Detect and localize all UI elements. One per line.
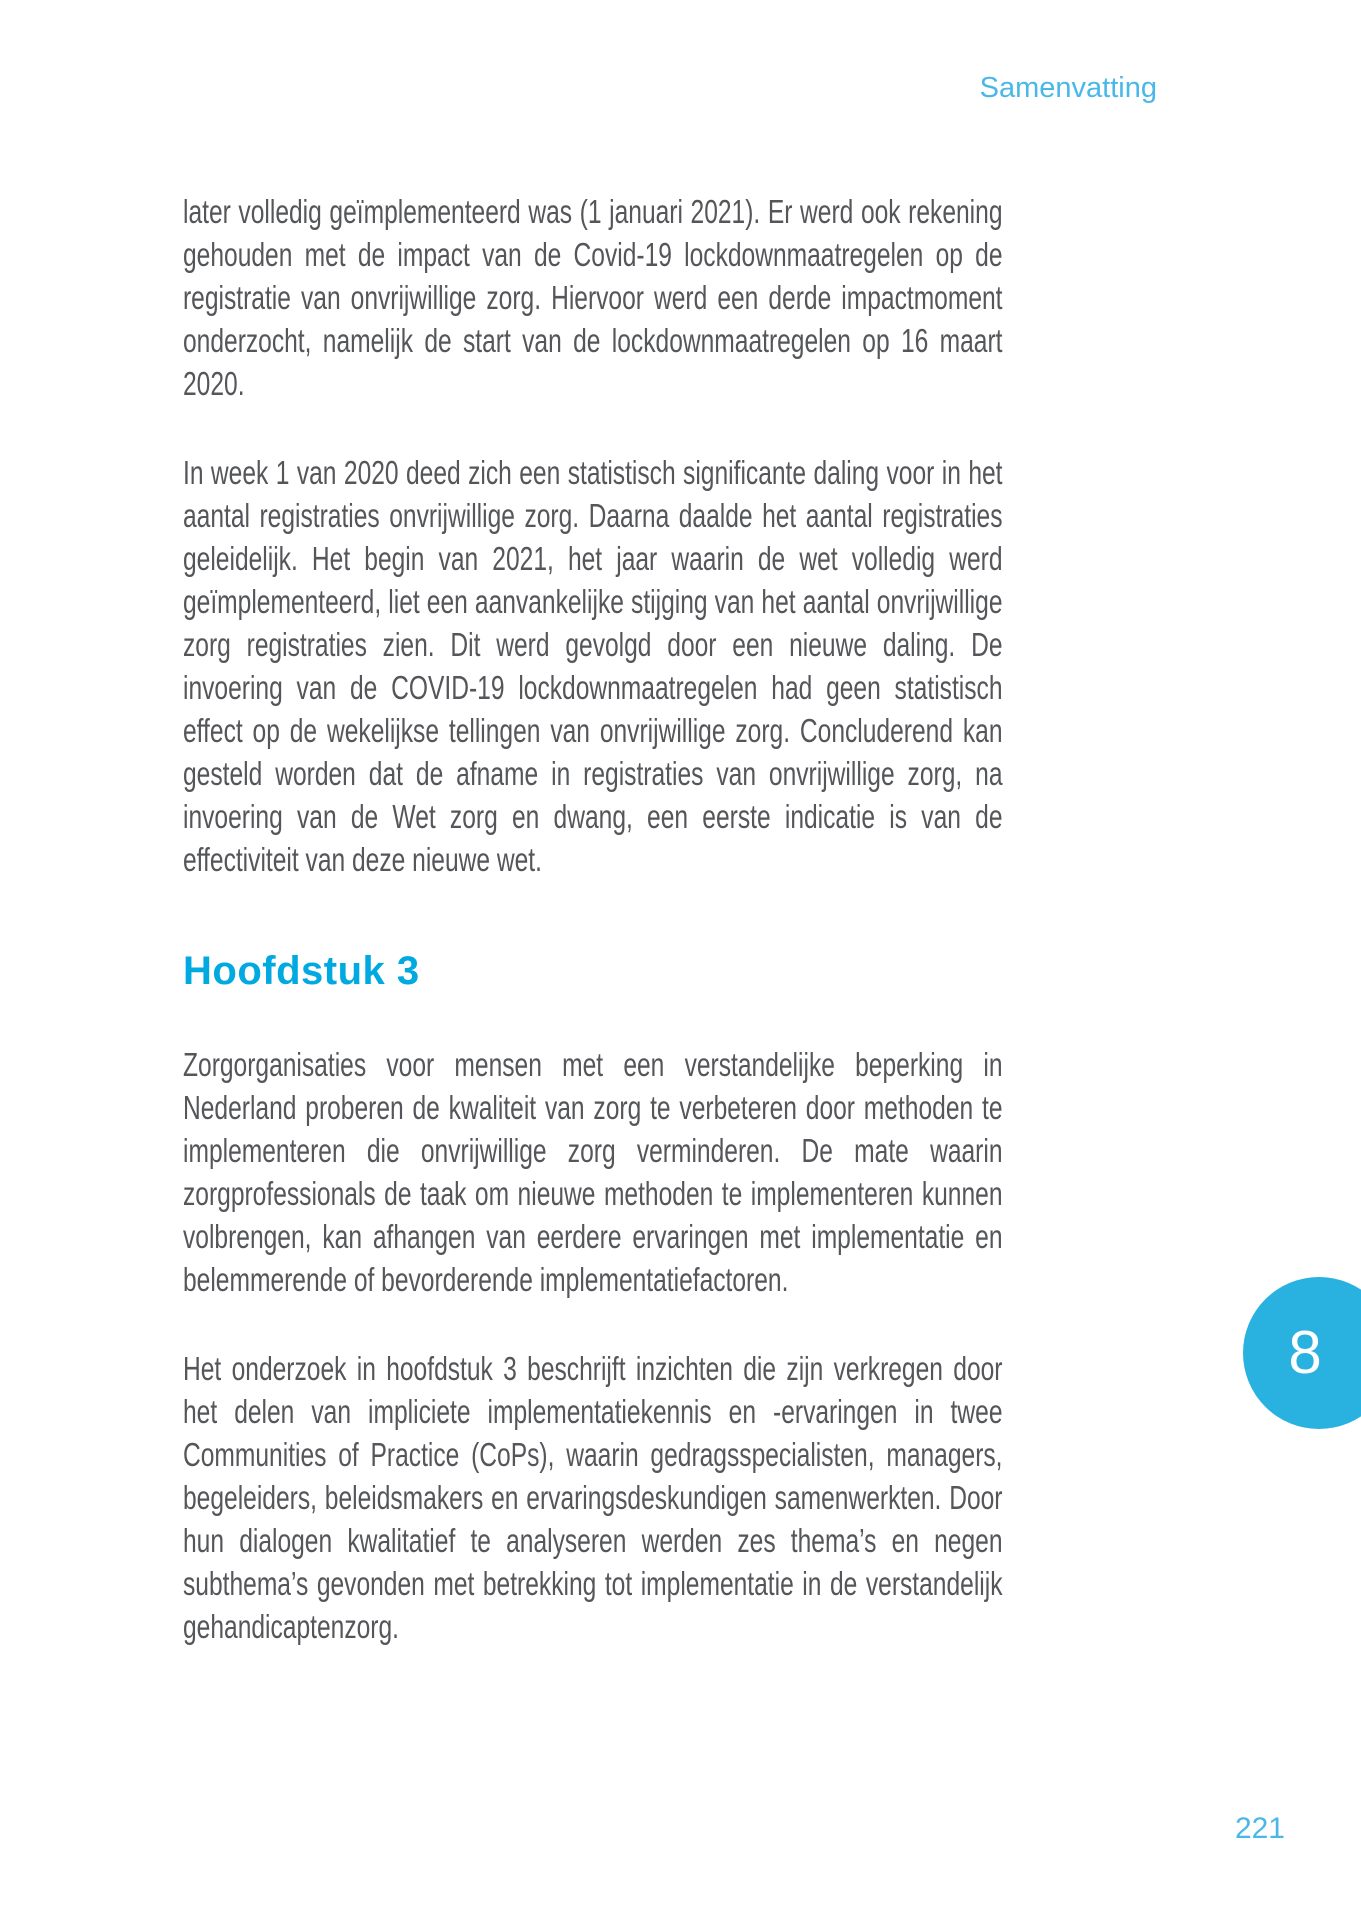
paragraph: Zorgorganisaties voor mensen met een verstandelijke beperking in Nederland proberen de kwaliteit van zorg te verbeteren door methoden te implementeren die onvrijwillige zorg verminderen. De mate waarin zorgprofessionals de taak om nieuwe methoden te implementeren kunnen volbrengen, kan afhangen van eerdere ervaringen met implementatie en belemmerende of bevorderende implementatiefactoren. — [183, 1046, 1003, 1298]
paragraph-continuation: later volledig geïmplementeerd was (1 januari 2021). Er werd ook rekening gehouden met de impact van de Covid-19 lockdownmaatregelen op de registratie van onvrijwillige zorg. Hiervoor werd een derde impactmoment onderzocht, namelijk de start van de lockdownmaatregelen op 16 maart 2020. — [183, 193, 1003, 402]
paragraph: Het onderzoek in hoofdstuk 3 beschrijft inzichten die zijn verkregen door het delen van impliciete implementatiekennis en -ervaringen in twee Communities of Practice (CoPs), waarin gedragsspecialisten, managers, begeleiders, beleidsmakers en ervaringsdeskundigen samenwerkten. Door hun dialogen kwalitatief te analyseren werden zes thema’s en negen subthema’s gevonden met betrekking tot implementatie in de verstandelijk gehandicaptenzorg. — [183, 1350, 1003, 1645]
chapter-tab-circle — [1243, 1277, 1361, 1429]
running-header: Samenvatting — [979, 72, 1157, 104]
chapter-number: 8 — [1288, 1319, 1322, 1386]
text-block-bottom — [183, 1043, 1003, 1648]
section-heading: Hoofdstuk 3 — [183, 949, 420, 993]
paragraph: In week 1 van 2020 deed zich een statistisch significante daling voor in het aantal registraties onvrijwillige zorg. Daarna daalde het aantal registraties geleidelijk. Het begin van 2021, het jaar waarin de wet volledig werd geïmplementeerd, liet een aanvankelijke stijging van het aantal onvrijwillige zorg registraties zien. Dit werd gevolgd door een nieuwe daling. De invoering van de COVID-19 lockdownmaatregelen had geen statistisch effect op de wekelijkse tellingen van onvrijwillige zorg. Concluderend kan gesteld worden dat de afname in registraties van onvrijwillige zorg, na invoering van de Wet zorg en dwang, een eerste indicatie is van de effectiviteit van deze nieuwe wet. — [183, 454, 1003, 878]
text-block-top — [183, 190, 1003, 881]
page-content — [183, 190, 1003, 1648]
page-number: 221 — [1234, 1812, 1285, 1845]
